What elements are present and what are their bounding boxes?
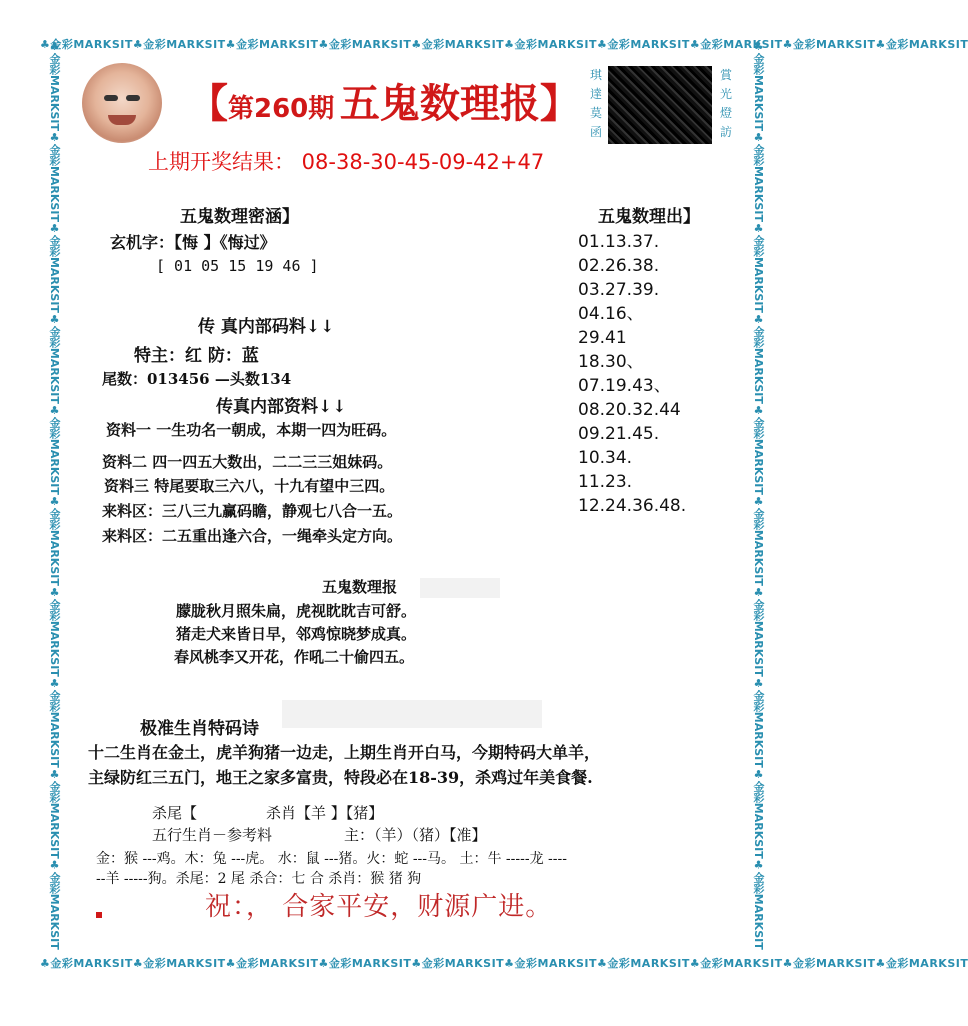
border-top: ♣金彩MARKSIT♣金彩MARKSIT♣金彩MARKSIT♣金彩MARKSIT♣金彩MARKSIT♣金彩MARKSIT♣金彩MARKSIT♣金彩MARKSIT♣金彩MARKSIT♣金彩MARKSIT bbox=[40, 38, 968, 51]
border-bottom: ♣金彩MARKSIT♣金彩MARKSIT♣金彩MARKSIT♣金彩MARKSIT♣金彩MARKSIT♣金彩MARKSIT♣金彩MARKSIT♣金彩MARKSIT♣金彩MARKSIT♣金彩MARKSIT bbox=[40, 957, 968, 970]
border-right: ♣金彩MARKSIT♣金彩MARKSIT♣金彩MARKSIT♣金彩MARKSIT♣金彩MARKSIT♣金彩MARKSIT♣金彩MARKSIT♣金彩MARKSIT♣金彩MARKSIT♣金彩MARKSIT bbox=[752, 40, 765, 950]
masthead bbox=[188, 72, 580, 129]
data-line-2: 资料二 四一四五大数出，二二三三姐妹码。 bbox=[102, 453, 393, 471]
data-line-3: 资料三 特尾要取三六八，十九有望中三四。 bbox=[104, 477, 395, 495]
five-elements-title: 五行生肖－参考料 bbox=[152, 826, 273, 844]
number-row: 04.16、 bbox=[578, 304, 644, 324]
tail-head-numbers: 尾数：013456 —头数134 bbox=[102, 370, 292, 388]
avatar-image bbox=[82, 63, 162, 143]
data-line-5: 来料区：二五重出逢六合，一绳牵头定方向。 bbox=[102, 527, 403, 545]
number-row: 29.41 bbox=[578, 328, 627, 348]
number-row: 03.27.39. bbox=[578, 280, 660, 300]
fax-title-1: 传 真内部码料↓↓ bbox=[198, 317, 335, 337]
zodiac-poem-line-1: 十二生肖在金土，虎羊狗猪一边走，上期生肖开白马，今期特码大单羊， bbox=[88, 743, 601, 762]
special-color: 特主：红 防：蓝 bbox=[134, 346, 259, 366]
number-row: 18.30、 bbox=[578, 352, 644, 372]
wish-text: 祝：， 合家平安，财源广进。 bbox=[205, 892, 553, 922]
elements-line-2: --羊 -----狗。杀尾：2 尾 杀合：七 合 杀肖：猴 猪 狗 bbox=[96, 871, 422, 887]
number-row: 02.26.38. bbox=[578, 256, 660, 276]
poem-line-2: 猪走犬来皆日早，邻鸡惊晓梦成真。 bbox=[176, 625, 417, 643]
number-list bbox=[578, 230, 686, 518]
red-mark bbox=[96, 912, 102, 918]
data-line-4: 来料区：三八三九赢码瞻，静观七八合一五。 bbox=[102, 502, 403, 520]
issue-number: 第260期 bbox=[228, 94, 335, 124]
main-zodiac: 主：（羊）（猪）【准】 bbox=[344, 826, 487, 844]
kill-zodiac: 杀肖【羊 】【猪】 bbox=[266, 804, 384, 822]
border-left: ♣金彩MARKSIT♣金彩MARKSIT♣金彩MARKSIT♣金彩MARKSIT♣金彩MARKSIT♣金彩MARKSIT♣金彩MARKSIT♣金彩MARKSIT♣金彩MARKSIT♣金彩MARKSIT bbox=[48, 40, 61, 950]
fax-title-2: 传真内部资料↓↓ bbox=[216, 397, 347, 417]
last-draw-result: 上期开奖结果： 08-38-30-45-09-42+47 bbox=[148, 150, 545, 174]
zodiac-poem-title: 极准生肖特码诗 bbox=[140, 719, 259, 739]
number-row: 10.34. bbox=[578, 448, 633, 468]
number-row: 12.24.36.48. bbox=[578, 496, 687, 516]
elements-line: 金：猴 ---鸡。木：兔 ---虎。 水：鼠 ---猪。火：蛇 ---马。 土：牛 -----龙 ---- bbox=[96, 851, 567, 867]
bracket-left: 【 bbox=[188, 81, 228, 127]
number-row: 08.20.32.44 bbox=[578, 400, 681, 420]
kill-tail: 杀尾【 bbox=[152, 804, 198, 822]
number-row: 01.13.37. bbox=[578, 232, 660, 252]
secret-title: 五鬼数理密涵】 bbox=[180, 207, 299, 227]
number-row: 07.19.43、 bbox=[578, 376, 671, 396]
poem-title: 五鬼数理报 bbox=[322, 578, 398, 596]
poem-line-1: 朦胧秋月照朱扁，虎视眈眈吉可舒。 bbox=[176, 602, 417, 620]
number-row: 11.23. bbox=[578, 472, 633, 492]
zodiac-poem-line-2: 主绿防红三五门，地王之家多富贵，特段必在18-39，杀鸡过年美食餐. bbox=[88, 768, 593, 787]
mystery-word: 玄机字：【悔 】《悔过》 bbox=[110, 233, 276, 252]
bracket-right: 】 bbox=[539, 81, 580, 127]
poem-line-3: 春风桃李又开花，作吼二十偷四五。 bbox=[174, 648, 415, 666]
stamp-text-left: 琪 達 莫 函 bbox=[589, 68, 602, 139]
right-title: 五鬼数理出】 bbox=[598, 207, 700, 227]
stamp-text-right: 賞 光 燈 訪 bbox=[719, 68, 732, 139]
data-line-1: 资料一 一生功名一朝成，本期一四为旺码。 bbox=[106, 421, 397, 439]
number-row: 09.21.45. bbox=[578, 424, 660, 444]
qr-code-image bbox=[608, 66, 712, 144]
newspaper-title: 五鬼数理报 bbox=[339, 80, 540, 127]
mystery-numbers: [ 01 05 15 19 46 ] bbox=[156, 257, 319, 275]
